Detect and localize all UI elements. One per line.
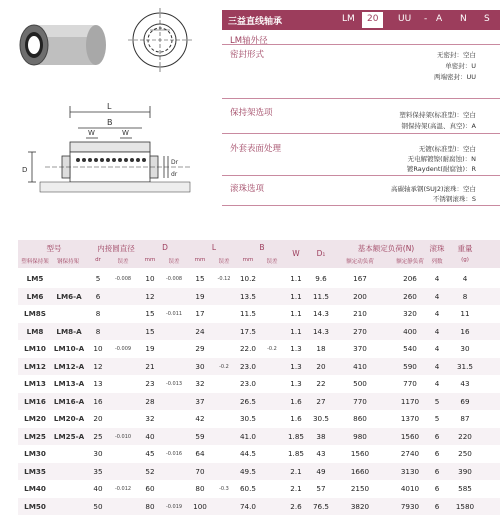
cell-W: 1.3 xyxy=(290,379,302,388)
cell-D_tol: -0.013 xyxy=(165,381,183,387)
table-row xyxy=(18,498,500,515)
header-model-std: 塑料保持架 xyxy=(21,259,49,265)
header-balls-sub: 列数 xyxy=(431,259,443,265)
cell-B: 23.0 xyxy=(239,379,256,388)
cell-L: 29 xyxy=(195,344,205,353)
cell-D1: 30.5 xyxy=(312,414,329,423)
cell-m2: LM6-A xyxy=(56,291,82,301)
cell-D: 10 xyxy=(145,274,155,283)
cell-L: 17 xyxy=(195,309,205,318)
header-L-mm: mm xyxy=(194,257,206,263)
table-row xyxy=(18,358,500,375)
cell-B: 11.5 xyxy=(239,309,256,318)
seal-option-1: 无密封：空白 xyxy=(437,51,476,59)
cell-m1: LM30 xyxy=(24,449,46,458)
cell-m1: LM8 xyxy=(26,326,44,336)
cell-dyn: 500 xyxy=(353,379,367,388)
header-B: B xyxy=(259,243,265,252)
cell-L: 64 xyxy=(195,449,205,458)
dim-B-label: B xyxy=(107,118,113,127)
cell-D: 23 xyxy=(145,379,155,388)
option-panel xyxy=(222,30,500,240)
seal-option-3: 两端密封：UU xyxy=(433,73,476,81)
cell-D1: 14.3 xyxy=(312,309,329,318)
cell-stat: 770 xyxy=(403,379,417,388)
cell-dyn: 1660 xyxy=(350,466,370,476)
surface-label: 外套表面处理 xyxy=(230,144,282,154)
cell-D1: 14.3 xyxy=(312,326,329,336)
table-row xyxy=(18,480,500,497)
cell-L: 24 xyxy=(195,326,205,336)
cell-balls: 4 xyxy=(434,379,440,388)
cell-D: 60 xyxy=(145,484,155,493)
cell-m1: LM13 xyxy=(24,379,46,388)
table-row xyxy=(18,270,500,287)
cell-D1: 43 xyxy=(316,449,326,458)
cell-W: 1.6 xyxy=(290,414,302,423)
cell-dr: 5 xyxy=(95,274,101,283)
cell-D: 52 xyxy=(145,466,155,476)
cell-balls: 4 xyxy=(434,274,440,283)
cell-stat: 3130 xyxy=(400,466,420,476)
cell-wt: 220 xyxy=(458,431,472,441)
cell-B: 49.5 xyxy=(239,466,256,476)
ball-label: 滚珠选项 xyxy=(230,184,265,194)
cell-D1: 57 xyxy=(316,484,326,493)
cell-m2: LM16-A xyxy=(53,396,85,406)
cell-wt: 43 xyxy=(460,379,470,388)
cell-dyn: 3820 xyxy=(350,501,370,511)
cell-dr: 16 xyxy=(93,396,103,406)
header-weight: 重量 xyxy=(457,244,473,253)
cell-W: 1.85 xyxy=(287,449,304,458)
ball-option-2: 不锈钢滚珠：S xyxy=(432,195,476,203)
dim-L-label: L xyxy=(107,102,112,111)
cell-D: 28 xyxy=(145,396,155,406)
cell-dr: 40 xyxy=(93,484,103,493)
cell-dr: 25 xyxy=(93,431,103,441)
dim-W-right-label: W xyxy=(122,129,129,137)
cell-stat: 1560 xyxy=(400,431,420,441)
cell-W: 2.6 xyxy=(290,501,302,511)
cell-dr: 20 xyxy=(93,414,103,423)
cell-dr: 30 xyxy=(93,449,103,458)
cell-stat: 1170 xyxy=(400,396,420,406)
cell-D_tol: -0.011 xyxy=(165,311,183,317)
cell-L: 19 xyxy=(195,291,205,301)
cell-dyn: 270 xyxy=(353,326,367,336)
surface-option-1: 无镀(标准型)：空白 xyxy=(418,145,476,153)
cell-m1: LM35 xyxy=(24,466,46,476)
cell-D: 80 xyxy=(145,501,155,511)
cell-D1: 22 xyxy=(316,379,326,388)
cell-dyn: 167 xyxy=(353,274,367,283)
table-row xyxy=(18,445,500,462)
cell-B_tol: -0.2 xyxy=(267,346,277,352)
ball-option-1: 高碳轴承钢(SUJ2)滚珠：空白 xyxy=(390,185,476,193)
end-view-drawing xyxy=(128,8,192,72)
cell-D: 32 xyxy=(145,414,155,423)
cell-L: 37 xyxy=(195,396,205,406)
cell-B: 74.0 xyxy=(239,501,256,511)
panel-divider-2 xyxy=(222,98,500,99)
cell-balls: 6 xyxy=(434,466,440,476)
dim-Dr-label: Dr xyxy=(171,159,179,166)
panel-divider-1 xyxy=(222,44,500,45)
cell-stat: 400 xyxy=(403,326,417,336)
product-name: 三益直线轴承 xyxy=(228,17,283,27)
cell-L: 80 xyxy=(195,484,205,493)
cell-m2: LM10-A xyxy=(53,344,85,353)
retainer-label: 保持架选项 xyxy=(230,108,273,118)
cell-dyn: 410 xyxy=(353,361,367,371)
cell-balls: 6 xyxy=(434,449,440,458)
cell-m1: LM40 xyxy=(24,484,46,493)
cell-D1: 18 xyxy=(316,344,326,353)
cell-wt: 250 xyxy=(458,449,472,458)
cell-D: 40 xyxy=(145,431,155,441)
cell-dyn: 770 xyxy=(353,396,367,406)
code-retainer: A xyxy=(436,14,443,24)
cell-balls: 5 xyxy=(434,396,440,406)
cell-B: 44.5 xyxy=(239,449,256,458)
header-balls: 滚珠 xyxy=(429,244,445,253)
panel-divider-3 xyxy=(222,133,500,134)
cell-L_tol: -0.2 xyxy=(219,363,229,370)
cell-stat: 7930 xyxy=(400,501,420,511)
cell-B: 60.5 xyxy=(239,484,256,493)
cell-m1: LM10 xyxy=(24,344,46,353)
table-row xyxy=(18,340,500,357)
bore-label: LM轴外径 xyxy=(230,36,268,46)
cell-balls: 4 xyxy=(434,361,440,371)
cell-W: 1.3 xyxy=(290,344,302,353)
cell-stat: 1370 xyxy=(400,414,420,423)
code-ball: S xyxy=(484,14,490,24)
cell-L: 59 xyxy=(195,431,205,441)
code-prefix: LM xyxy=(342,14,355,24)
table-row xyxy=(18,393,500,410)
cell-m2: LM8-A xyxy=(56,326,82,336)
cell-D1: 49 xyxy=(316,466,326,476)
cell-L: 70 xyxy=(195,466,205,476)
cell-wt: 16 xyxy=(460,326,470,336)
cell-dyn: 860 xyxy=(353,414,367,423)
header-model-steel: 钢保持架 xyxy=(56,259,79,265)
cell-L: 42 xyxy=(195,414,205,423)
cell-stat: 540 xyxy=(403,344,417,353)
cell-W: 2.1 xyxy=(290,466,302,476)
cell-B: 22.0 xyxy=(239,344,256,353)
cell-W: 1.1 xyxy=(290,291,302,301)
header-L-tol: 误差 xyxy=(218,259,230,265)
panel-divider-5 xyxy=(222,205,500,206)
cell-m1: LM50 xyxy=(24,501,46,511)
header-model: 型号 xyxy=(46,244,62,253)
bearing-drawings xyxy=(0,0,205,210)
cell-D: 21 xyxy=(145,361,155,371)
cell-m1: LM5 xyxy=(26,274,44,283)
cell-B: 17.5 xyxy=(239,326,256,336)
code-surface: N xyxy=(460,14,467,24)
cell-D: 45 xyxy=(145,449,155,458)
seal-label: 密封形式 xyxy=(230,50,265,60)
cell-m2: LM25-A xyxy=(53,431,85,441)
cell-D: 12 xyxy=(145,291,155,301)
cell-m1: LM20 xyxy=(24,414,46,423)
cell-dr: 13 xyxy=(93,379,103,388)
header-B-tol: 误差 xyxy=(266,259,278,265)
cell-dyn: 200 xyxy=(353,291,367,301)
table-row xyxy=(18,288,500,305)
retainer-option-1: 塑料保持架(标准型)：空白 xyxy=(399,111,476,119)
cell-m2: LM20-A xyxy=(53,414,85,423)
cell-dyn: 210 xyxy=(353,309,367,318)
cell-dr: 8 xyxy=(95,326,101,336)
dim-D-label: D xyxy=(22,166,28,174)
dim-dr-label: dr xyxy=(171,171,178,178)
header-inner-tol: 误差 xyxy=(117,259,129,265)
cell-dr_tol: -0.008 xyxy=(114,276,132,282)
cell-m1: LM8S xyxy=(24,309,46,318)
cell-W: 2.1 xyxy=(290,484,302,493)
cell-B: 23.0 xyxy=(239,361,256,371)
cell-D: 15 xyxy=(145,309,155,318)
cell-D: 15 xyxy=(145,326,155,336)
header-L: L xyxy=(211,243,217,252)
header-D: D xyxy=(162,243,168,252)
cell-W: 1.1 xyxy=(290,309,302,318)
table-row xyxy=(18,323,500,340)
surface-option-2: 无电解镀镍(耐腐蚀)：N xyxy=(407,155,476,163)
cell-stat: 2740 xyxy=(400,449,420,458)
cell-dr: 50 xyxy=(93,501,103,511)
header-weight-sub: (g) xyxy=(461,257,469,263)
cell-stat: 320 xyxy=(403,309,417,318)
cell-stat: 4010 xyxy=(400,484,420,493)
surface-option-3: 镀Raydent(耐腐蚀)：R xyxy=(406,165,476,173)
cell-stat: 260 xyxy=(403,291,417,301)
cell-wt: 69 xyxy=(460,396,470,406)
model-code-header xyxy=(222,10,500,30)
retainer-option-2: 钢保持架(高温、真空)：A xyxy=(401,122,476,130)
cell-D1: 76.5 xyxy=(312,501,329,511)
header-load-stat: 额定静负荷 xyxy=(396,259,424,265)
cell-L: 32 xyxy=(195,379,205,388)
cell-D_tol: -0.016 xyxy=(165,451,183,457)
header-D-mm: mm xyxy=(144,257,156,263)
table-row xyxy=(18,305,500,322)
cell-stat: 590 xyxy=(403,361,417,371)
header-D1: D₁ xyxy=(316,249,326,258)
cell-dyn: 370 xyxy=(353,344,367,353)
cell-W: 1.85 xyxy=(287,431,304,441)
cell-L_tol: -0.12 xyxy=(217,276,231,282)
bearing-illustrations xyxy=(0,0,205,210)
cell-balls: 4 xyxy=(434,326,440,336)
cell-wt: 11 xyxy=(460,309,470,318)
cell-dyn: 2150 xyxy=(350,484,370,493)
seal-option-2: 单密封：U xyxy=(445,62,476,70)
cell-balls: 4 xyxy=(434,291,440,301)
cell-D1: 20 xyxy=(316,361,326,371)
cell-wt: 31.5 xyxy=(456,361,473,371)
cell-D_tol: -0.019 xyxy=(165,503,183,510)
cell-L: 30 xyxy=(195,361,205,371)
cell-dr: 35 xyxy=(93,466,103,476)
cell-dr_tol: -0.010 xyxy=(114,433,132,440)
cell-stat: 206 xyxy=(403,274,417,283)
cell-L_tol: -0.3 xyxy=(219,486,229,492)
cell-wt: 87 xyxy=(460,414,470,423)
cell-W: 1.1 xyxy=(290,274,302,283)
cell-balls: 4 xyxy=(434,344,440,353)
cell-D1: 11.5 xyxy=(312,291,329,301)
cell-dr: 10 xyxy=(93,344,103,353)
header-inner: 内接圆直径 xyxy=(97,244,135,253)
cell-B: 13.5 xyxy=(239,291,256,301)
header-load: 基本额定负荷(N) xyxy=(357,244,415,253)
cell-dr_tol: -0.012 xyxy=(114,486,132,492)
table-row xyxy=(18,463,500,480)
table-row xyxy=(18,428,500,445)
cell-m2: LM12-A xyxy=(53,361,85,371)
cell-W: 1.6 xyxy=(290,396,302,406)
cell-D_tol: -0.008 xyxy=(165,276,183,282)
cell-balls: 6 xyxy=(434,484,440,493)
cell-B: 30.5 xyxy=(239,414,256,423)
panel-divider-4 xyxy=(222,175,500,176)
cell-wt: 30 xyxy=(460,344,470,353)
cell-balls: 5 xyxy=(434,414,440,423)
cell-balls: 6 xyxy=(434,501,440,511)
table-row xyxy=(18,410,500,427)
header-D-tol: 误差 xyxy=(168,259,180,265)
cell-m1: LM16 xyxy=(24,396,46,406)
table-row xyxy=(18,375,500,392)
cell-wt: 390 xyxy=(458,466,472,476)
cell-balls: 4 xyxy=(434,309,440,318)
cell-m1: LM25 xyxy=(24,431,46,441)
cell-dr: 6 xyxy=(95,291,101,301)
cell-L: 15 xyxy=(195,274,205,283)
header-inner-dr: dr xyxy=(95,257,101,263)
cell-B: 10.2 xyxy=(239,274,256,283)
cell-W: 1.1 xyxy=(290,326,302,336)
cell-B: 41.0 xyxy=(239,431,256,441)
cell-wt: 8 xyxy=(462,291,468,301)
header-load-dyn: 额定动负荷 xyxy=(346,259,374,265)
header-W: W xyxy=(292,249,300,258)
cell-L: 100 xyxy=(193,501,207,511)
cell-D1: 9.6 xyxy=(315,274,327,283)
cell-m1: LM12 xyxy=(24,361,46,371)
cell-D1: 38 xyxy=(316,431,326,441)
cell-B: 26.5 xyxy=(239,396,256,406)
code-seal: UU xyxy=(398,14,412,24)
dim-W-left-label: W xyxy=(88,129,95,137)
cell-D: 19 xyxy=(145,344,155,353)
cell-m1: LM6 xyxy=(26,291,44,301)
header-B-mm: mm xyxy=(242,257,254,263)
code-sep-1: - xyxy=(424,14,428,24)
cell-dr: 12 xyxy=(93,361,103,371)
bearing-3d-image xyxy=(20,25,106,65)
cell-dyn: 980 xyxy=(353,431,367,441)
cell-D1: 27 xyxy=(316,396,326,406)
cell-wt: 585 xyxy=(458,484,472,493)
cell-m2: LM13-A xyxy=(53,379,85,388)
cell-W: 1.3 xyxy=(290,361,302,371)
code-size: 20 xyxy=(362,12,383,28)
cell-balls: 6 xyxy=(434,431,440,441)
cell-dr_tol: -0.009 xyxy=(114,346,132,352)
cell-wt: 4 xyxy=(462,274,468,283)
cell-dyn: 1560 xyxy=(350,449,370,458)
cell-dr: 8 xyxy=(95,309,101,318)
cell-wt: 1580 xyxy=(455,501,475,511)
